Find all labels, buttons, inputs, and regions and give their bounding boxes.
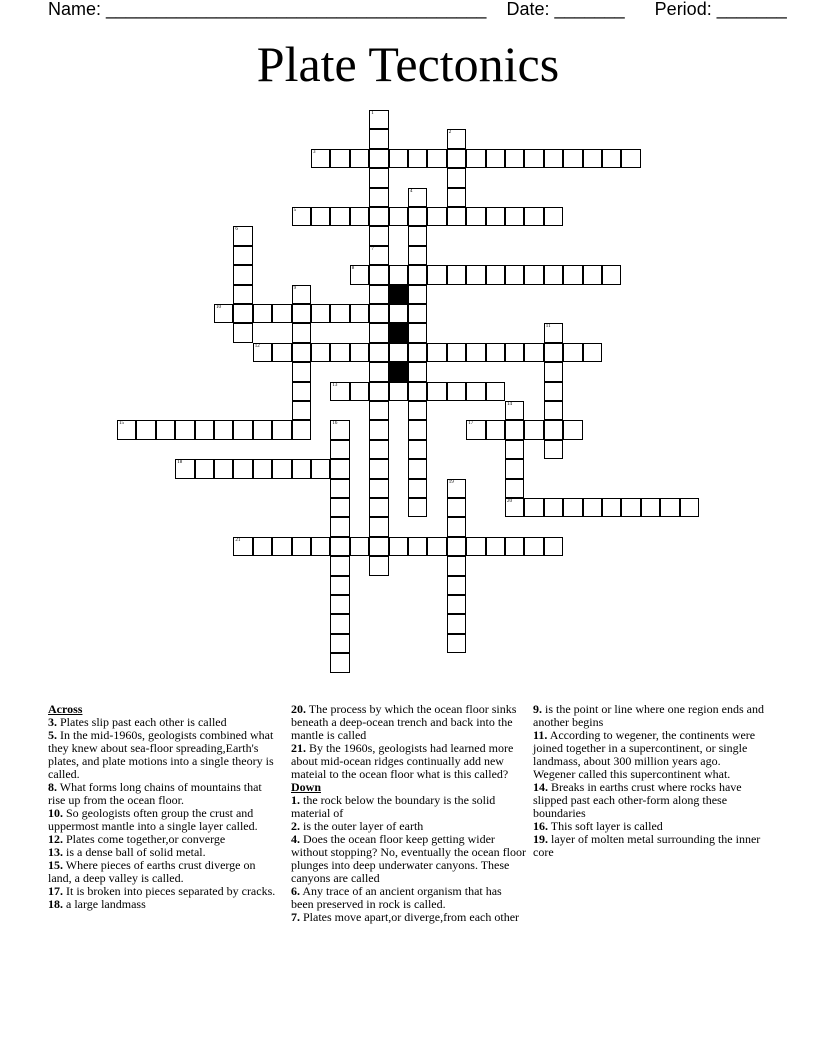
- date-label: Date:: [506, 0, 550, 19]
- grid-cell[interactable]: [621, 149, 640, 168]
- grid-cell[interactable]: [447, 556, 466, 575]
- grid-cell[interactable]: [292, 382, 311, 401]
- grid-cell[interactable]: [680, 498, 699, 517]
- grid-cell[interactable]: [330, 420, 349, 439]
- grid-cell[interactable]: [524, 343, 543, 362]
- grid-cell[interactable]: [350, 537, 369, 556]
- grid-cell[interactable]: [447, 129, 466, 148]
- grid-cell[interactable]: [292, 459, 311, 478]
- grid-cell[interactable]: [408, 188, 427, 207]
- grid-cell[interactable]: [544, 401, 563, 420]
- grid-cell[interactable]: [292, 362, 311, 381]
- grid-cell[interactable]: [292, 304, 311, 323]
- grid-cell[interactable]: [505, 149, 524, 168]
- grid-cell[interactable]: [447, 207, 466, 226]
- grid-cell[interactable]: [544, 149, 563, 168]
- grid-cell[interactable]: [408, 226, 427, 245]
- name-label: Name:: [48, 0, 102, 19]
- name-blank[interactable]: ______________________________________: [106, 0, 487, 19]
- grid-cell[interactable]: [447, 634, 466, 653]
- grid-cell[interactable]: [427, 343, 446, 362]
- grid-cell[interactable]: [233, 265, 252, 284]
- grid-cell[interactable]: [389, 382, 408, 401]
- across-heading: Across: [48, 702, 83, 716]
- clue-column-3: [533, 703, 765, 859]
- grid-cell[interactable]: [233, 537, 252, 556]
- down-clue: 6. Any trace of an ancient organism that has been preserved in rock is called.: [291, 884, 502, 911]
- grid-cell[interactable]: [408, 479, 427, 498]
- grid-cell[interactable]: [486, 149, 505, 168]
- grid-cell[interactable]: [466, 420, 485, 439]
- grid-cell[interactable]: [233, 246, 252, 265]
- grid-cell[interactable]: [563, 343, 582, 362]
- grid-cell[interactable]: [369, 459, 388, 478]
- grid-cell[interactable]: [175, 420, 194, 439]
- down-heading: Down: [291, 780, 322, 794]
- grid-cell[interactable]: [466, 207, 485, 226]
- grid-cell[interactable]: [369, 246, 388, 265]
- grid-cell[interactable]: [330, 614, 349, 633]
- grid-cell[interactable]: [292, 343, 311, 362]
- grid-cell[interactable]: [447, 382, 466, 401]
- grid-cell[interactable]: [466, 343, 485, 362]
- grid-cell[interactable]: [292, 537, 311, 556]
- grid-cell[interactable]: [233, 459, 252, 478]
- grid-cell[interactable]: [563, 420, 582, 439]
- across-clue: 13. is a dense ball of solid metal.: [48, 845, 206, 859]
- grid-cell[interactable]: [330, 498, 349, 517]
- grid-cell[interactable]: [330, 440, 349, 459]
- down-clue: 14. Breaks in earths crust where rocks have slipped past each other-form along these boundaries: [533, 780, 742, 820]
- grid-cell[interactable]: [330, 576, 349, 595]
- grid-cell[interactable]: [486, 420, 505, 439]
- grid-cell[interactable]: [486, 537, 505, 556]
- grid-cell[interactable]: [505, 498, 524, 517]
- grid-cell[interactable]: [505, 401, 524, 420]
- grid-cell[interactable]: [602, 149, 621, 168]
- grid-cell[interactable]: [117, 420, 136, 439]
- grid-cell[interactable]: [233, 226, 252, 245]
- grid-cell[interactable]: [466, 265, 485, 284]
- grid-cell[interactable]: [408, 401, 427, 420]
- clue-number: 4: [410, 188, 413, 194]
- grid-cell[interactable]: [233, 285, 252, 304]
- across-clue: 8. What forms long chains of mountains that rise up from the ocean floor.: [48, 780, 262, 807]
- grid-cell[interactable]: [544, 420, 563, 439]
- grid-cell[interactable]: [311, 459, 330, 478]
- across-clue: 17. It is broken into pieces separated by cracks.: [48, 884, 276, 898]
- grid-cell[interactable]: [524, 265, 543, 284]
- grid-cell[interactable]: [408, 343, 427, 362]
- grid-cell[interactable]: [369, 479, 388, 498]
- grid-cell[interactable]: [253, 459, 272, 478]
- grid-cell[interactable]: [253, 537, 272, 556]
- grid-cell[interactable]: [253, 304, 272, 323]
- across-clue: 21. By the 1960s, geologists had learned more about mid-ocean ridges continually add new mateial to the ocean floor what is this called?: [291, 741, 514, 781]
- clue-number: 7: [371, 246, 374, 252]
- grid-cell[interactable]: [408, 207, 427, 226]
- grid-cell[interactable]: [505, 440, 524, 459]
- clue-number: 20: [507, 499, 512, 504]
- grid-cell[interactable]: [369, 226, 388, 245]
- grid-cell[interactable]: [330, 653, 349, 672]
- down-clue: 2. is the outer layer of earth: [291, 819, 424, 833]
- clue-number: 14: [507, 402, 512, 407]
- clue-number: 11: [545, 324, 551, 330]
- blocked-cell: [389, 285, 408, 304]
- grid-cell[interactable]: [389, 343, 408, 362]
- grid-cell[interactable]: [427, 149, 446, 168]
- grid-cell[interactable]: [214, 304, 233, 323]
- grid-cell[interactable]: [602, 498, 621, 517]
- grid-cell[interactable]: [369, 556, 388, 575]
- grid-cell[interactable]: [369, 420, 388, 439]
- grid-cell[interactable]: [311, 207, 330, 226]
- grid-cell[interactable]: [447, 576, 466, 595]
- down-clue: 16. This soft layer is called: [533, 819, 663, 833]
- clue-number: 13: [332, 382, 338, 388]
- grid-cell[interactable]: [272, 459, 291, 478]
- grid-cell[interactable]: [408, 459, 427, 478]
- down-clue: 19. layer of molten metal surrounding the inner core: [533, 832, 761, 859]
- grid-cell[interactable]: [369, 537, 388, 556]
- grid-cell[interactable]: [233, 323, 252, 342]
- student-info-header: [48, 0, 787, 18]
- clue-number: 12: [254, 343, 260, 349]
- grid-cell[interactable]: [330, 479, 349, 498]
- period-label: Period:: [654, 0, 712, 19]
- grid-cell[interactable]: [233, 304, 252, 323]
- grid-cell[interactable]: [505, 537, 524, 556]
- date-blank[interactable]: _______: [554, 0, 625, 19]
- grid-cell[interactable]: [447, 498, 466, 517]
- grid-cell[interactable]: [214, 459, 233, 478]
- grid-cell[interactable]: [447, 595, 466, 614]
- grid-cell[interactable]: [214, 420, 233, 439]
- grid-cell[interactable]: [486, 343, 505, 362]
- grid-cell[interactable]: [544, 382, 563, 401]
- grid-cell[interactable]: [408, 285, 427, 304]
- grid-cell[interactable]: [389, 537, 408, 556]
- grid-cell[interactable]: [408, 382, 427, 401]
- grid-cell[interactable]: [486, 382, 505, 401]
- grid-cell[interactable]: [408, 498, 427, 517]
- grid-cell[interactable]: [156, 420, 175, 439]
- clue-number: 21: [235, 537, 241, 543]
- clue-number: 8: [351, 266, 355, 272]
- grid-cell[interactable]: [389, 304, 408, 323]
- grid-cell[interactable]: [369, 207, 388, 226]
- grid-cell[interactable]: [621, 498, 640, 517]
- clue-number: 15: [119, 421, 124, 427]
- page-title: Plate Tectonics: [256, 36, 560, 92]
- grid-cell[interactable]: [369, 382, 388, 401]
- grid-cell[interactable]: [330, 343, 349, 362]
- grid-cell[interactable]: [389, 149, 408, 168]
- grid-cell[interactable]: [447, 517, 466, 536]
- clue-column-2: [291, 703, 527, 924]
- period-blank[interactable]: _______: [716, 0, 787, 19]
- grid-cell[interactable]: [447, 188, 466, 207]
- grid-cell[interactable]: [369, 440, 388, 459]
- across-clue: 12. Plates come together,or converge: [48, 832, 226, 846]
- grid-cell[interactable]: [544, 537, 563, 556]
- grid-cell[interactable]: [544, 498, 563, 517]
- grid-cell[interactable]: [524, 149, 543, 168]
- grid-cell[interactable]: [544, 207, 563, 226]
- grid-cell[interactable]: [447, 168, 466, 187]
- grid-cell[interactable]: [408, 362, 427, 381]
- grid-cell[interactable]: [544, 265, 563, 284]
- grid-cell[interactable]: [660, 498, 679, 517]
- grid-cell[interactable]: [330, 304, 349, 323]
- grid-cell[interactable]: [408, 149, 427, 168]
- across-clue: 20. The process by which the ocean floor sinks beneath a deep-ocean trench and back into the mantle is called: [291, 702, 517, 742]
- grid-cell[interactable]: [447, 343, 466, 362]
- grid-cell[interactable]: [466, 149, 485, 168]
- grid-cell[interactable]: [427, 537, 446, 556]
- grid-cell[interactable]: [544, 440, 563, 459]
- grid-cell[interactable]: [524, 207, 543, 226]
- grid-cell[interactable]: [136, 420, 155, 439]
- grid-cell[interactable]: [369, 168, 388, 187]
- grid-cell[interactable]: [505, 207, 524, 226]
- grid-cell[interactable]: [311, 537, 330, 556]
- grid-cell[interactable]: [641, 498, 660, 517]
- grid-cell[interactable]: [447, 614, 466, 633]
- grid-cell[interactable]: [330, 382, 349, 401]
- down-clue: 11. According to wegener, the continents were joined together in a supercontinent, or single landmass, about 300 million years ago. Wegener called this supercontinent what.: [533, 728, 756, 781]
- clue-number: 17: [468, 421, 474, 427]
- grid-cell[interactable]: [369, 304, 388, 323]
- grid-cell[interactable]: [505, 343, 524, 362]
- grid-cell[interactable]: [447, 479, 466, 498]
- grid-cell[interactable]: [369, 343, 388, 362]
- grid-cell[interactable]: [292, 323, 311, 342]
- grid-cell[interactable]: [544, 343, 563, 362]
- grid-cell[interactable]: [350, 304, 369, 323]
- grid-cell[interactable]: [505, 479, 524, 498]
- grid-cell[interactable]: [544, 323, 563, 342]
- grid-cell[interactable]: [292, 401, 311, 420]
- grid-cell[interactable]: [544, 362, 563, 381]
- grid-cell[interactable]: [350, 149, 369, 168]
- grid-cell[interactable]: [369, 285, 388, 304]
- grid-cell[interactable]: [369, 362, 388, 381]
- down-clue: 1. the rock below the boundary is the solid material of: [291, 793, 496, 820]
- clue-column-1: [48, 703, 280, 911]
- grid-cell[interactable]: [350, 382, 369, 401]
- grid-cell[interactable]: [486, 207, 505, 226]
- clue-number: 1: [371, 111, 374, 116]
- clue-number: 6: [235, 227, 238, 233]
- grid-cell[interactable]: [330, 207, 349, 226]
- grid-cell[interactable]: [369, 265, 388, 284]
- grid-cell[interactable]: [292, 420, 311, 439]
- grid-cell[interactable]: [253, 420, 272, 439]
- grid-cell[interactable]: [427, 207, 446, 226]
- grid-cell[interactable]: [408, 265, 427, 284]
- grid-cell[interactable]: [330, 634, 349, 653]
- grid-cell[interactable]: [195, 459, 214, 478]
- grid-cell[interactable]: [583, 498, 602, 517]
- grid-cell[interactable]: [272, 343, 291, 362]
- grid-cell[interactable]: [369, 517, 388, 536]
- grid-cell[interactable]: [466, 382, 485, 401]
- across-clue: 5. In the mid-1960s, geologists combined what they knew about sea-floor spreading,Earth's plates, and plate motions into a single theory is called.: [48, 728, 274, 781]
- clue-number: 10: [216, 305, 221, 310]
- grid-cell[interactable]: [330, 595, 349, 614]
- grid-cell[interactable]: [311, 149, 330, 168]
- grid-cell[interactable]: [330, 517, 349, 536]
- across-clue: 3. Plates slip past each other is called: [48, 715, 227, 729]
- grid-cell[interactable]: [350, 343, 369, 362]
- grid-cell[interactable]: [583, 149, 602, 168]
- grid-cell[interactable]: [563, 265, 582, 284]
- grid-cell[interactable]: [563, 498, 582, 517]
- grid-cell[interactable]: [505, 420, 524, 439]
- grid-cell[interactable]: [427, 265, 446, 284]
- grid-cell[interactable]: [524, 537, 543, 556]
- grid-cell[interactable]: [272, 304, 291, 323]
- grid-cell[interactable]: [253, 343, 272, 362]
- grid-cell[interactable]: [233, 420, 252, 439]
- down-clue: 7. Plates move apart,or diverge,from each other: [291, 910, 520, 924]
- grid-cell[interactable]: [563, 149, 582, 168]
- grid-cell[interactable]: [369, 149, 388, 168]
- across-clue: 18. a large landmass: [48, 897, 146, 911]
- grid-cell[interactable]: [408, 420, 427, 439]
- grid-cell[interactable]: [330, 149, 349, 168]
- grid-cell[interactable]: [272, 420, 291, 439]
- grid-cell[interactable]: [369, 188, 388, 207]
- clue-number: 19: [448, 479, 454, 485]
- across-clue: 15. Where pieces of earths crust diverge on land, a deep valley is called.: [48, 858, 256, 885]
- down-clue: 4. Does the ocean floor keep getting wider without stopping? No, eventually the ocean floor plunges into deep underwater canyons. These canyons are called: [291, 832, 526, 885]
- clue-number: 16: [332, 421, 338, 427]
- grid-cell[interactable]: [524, 420, 543, 439]
- grid-cell[interactable]: [408, 537, 427, 556]
- grid-cell[interactable]: [311, 343, 330, 362]
- grid-cell[interactable]: [408, 323, 427, 342]
- grid-cell[interactable]: [524, 498, 543, 517]
- grid-cell[interactable]: [602, 265, 621, 284]
- grid-cell[interactable]: [369, 129, 388, 148]
- grid-cell[interactable]: [175, 459, 194, 478]
- clue-number: 9: [293, 285, 297, 291]
- down-clue: 9. is the point or line where one region ends and another begins: [533, 702, 764, 729]
- grid-cell[interactable]: [486, 265, 505, 284]
- grid-cell[interactable]: [195, 420, 214, 439]
- grid-cell[interactable]: [505, 459, 524, 478]
- grid-cell[interactable]: [311, 304, 330, 323]
- clue-number: 5: [293, 208, 297, 213]
- grid-cell[interactable]: [408, 246, 427, 265]
- grid-cell[interactable]: [427, 382, 446, 401]
- grid-cell[interactable]: [330, 556, 349, 575]
- grid-cell[interactable]: [350, 207, 369, 226]
- blocked-cell: [389, 323, 408, 342]
- grid-cell[interactable]: [408, 304, 427, 323]
- grid-cell[interactable]: [447, 537, 466, 556]
- grid-cell[interactable]: [389, 207, 408, 226]
- grid-cell[interactable]: [330, 537, 349, 556]
- grid-cell[interactable]: [583, 343, 602, 362]
- clue-number: 3: [313, 149, 316, 155]
- across-clue: 10. So geologists often group the crust and uppermost mantle into a single layer called.: [48, 806, 258, 833]
- grid-cell[interactable]: [505, 265, 524, 284]
- grid-cell[interactable]: [369, 110, 388, 129]
- grid-cell[interactable]: [330, 459, 349, 478]
- clue-number: 18: [177, 460, 183, 466]
- grid-cell[interactable]: [447, 149, 466, 168]
- grid-cell[interactable]: [292, 207, 311, 226]
- grid-cell[interactable]: [369, 498, 388, 517]
- grid-cell[interactable]: [369, 323, 388, 342]
- grid-cell[interactable]: [292, 285, 311, 304]
- blocked-cell: [389, 362, 408, 381]
- grid-cell[interactable]: [408, 440, 427, 459]
- grid-cell[interactable]: [389, 265, 408, 284]
- grid-cell[interactable]: [466, 537, 485, 556]
- grid-cell[interactable]: [583, 265, 602, 284]
- grid-cell[interactable]: [350, 265, 369, 284]
- grid-cell[interactable]: [272, 537, 291, 556]
- grid-cell[interactable]: [447, 265, 466, 284]
- clue-number: 2: [448, 130, 452, 136]
- grid-cell[interactable]: [369, 401, 388, 420]
